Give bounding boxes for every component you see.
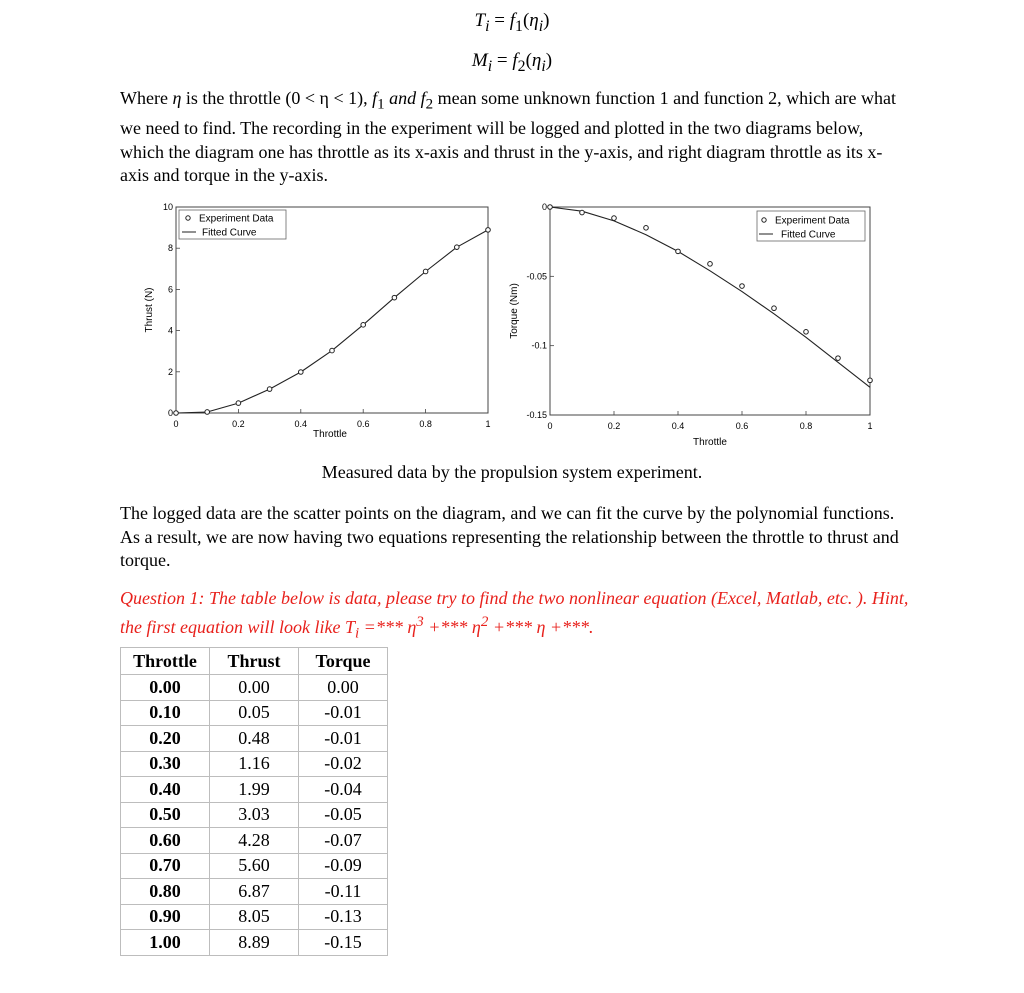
data-point (299, 370, 304, 375)
data-point (580, 210, 585, 215)
y-axis-label: Torque (Nm) (509, 283, 520, 339)
table-row (121, 802, 388, 828)
cell-torque: -0.13 (299, 904, 388, 930)
x-tick-label: 0 (173, 419, 179, 429)
question-1: Question 1: The table below is data, please try to find the two nonlinear equation (Excel, Matlab, etc. ). Hint, the first equation will look like $T_i$ =*** $\eta^3$ +*** $\eta^2$ +*** η +***. (120, 588, 909, 642)
x-tick-label: 0.4 (671, 421, 685, 431)
cell-thrust: 4.28 (210, 828, 299, 854)
x-tick-label: 1 (867, 421, 873, 431)
x-axis-label: Throttle (693, 437, 727, 448)
data-point (330, 348, 335, 353)
x-axis-label: Throttle (313, 429, 347, 440)
data-point (361, 323, 366, 328)
x-tick-label: 0 (547, 421, 553, 431)
cell-torque: 0.00 (299, 675, 388, 701)
legend-label-experiment: Experiment Data (199, 213, 274, 225)
cell-throttle: 0.60 (121, 828, 210, 854)
equation-thrust: $T_i = f_1(\eta_i)$ (474, 10, 550, 35)
data-point (804, 330, 809, 335)
header-throttle: Throttle (121, 648, 210, 675)
data-point (836, 356, 841, 361)
legend-label-fitted: Fitted Curve (781, 229, 836, 241)
table-row (121, 879, 388, 905)
cell-throttle: 0.70 (121, 853, 210, 879)
data-point (644, 226, 649, 231)
cell-torque: -0.11 (299, 879, 388, 905)
cell-torque: -0.15 (299, 930, 388, 956)
legend-label-experiment: Experiment Data (775, 215, 850, 227)
cell-thrust: 1.16 (210, 751, 299, 777)
data-point (205, 410, 210, 415)
explanation-paragraph: The logged data are the scatter points on the diagram, and we can fit the curve by the polynomial functions. As a result, we are now having two equations representing the relationship between the throttle to thrust and torque. (120, 503, 899, 570)
table-row (121, 675, 388, 701)
data-point (708, 262, 713, 267)
legend (757, 211, 865, 241)
intro-paragraph: Where η is the throttle (0 < η < 1), $f_1$ and $f_2$ mean some unknown function 1 and function 2, which are what we need to find. The recording in the experiment will be logged and plotted in the two diagrams below, which the diagram one has throttle as its x-axis and thrust in the y-axis, and right diagram throttle as its x-axis and torque in the y-axis. (120, 88, 897, 186)
cell-torque: -0.05 (299, 802, 388, 828)
cell-thrust: 8.89 (210, 930, 299, 956)
cell-torque: -0.09 (299, 853, 388, 879)
cell-torque: -0.04 (299, 777, 388, 803)
cell-torque: -0.01 (299, 700, 388, 726)
table-row (121, 930, 388, 956)
cell-thrust: 1.99 (210, 777, 299, 803)
header-torque: Torque (299, 648, 388, 675)
cell-throttle: 0.80 (121, 879, 210, 905)
data-point (455, 245, 460, 250)
cell-torque: -0.01 (299, 726, 388, 752)
y-tick-label: 0 (541, 202, 547, 212)
data-point (772, 306, 777, 311)
cell-thrust: 5.60 (210, 853, 299, 879)
table-row (121, 700, 388, 726)
legend-label-fitted: Fitted Curve (202, 227, 257, 239)
data-point (612, 216, 617, 221)
torque-chart (505, 198, 885, 453)
cell-thrust: 3.03 (210, 802, 299, 828)
cell-throttle: 1.00 (121, 930, 210, 956)
x-tick-label: 0.6 (735, 421, 749, 431)
cell-thrust: 0.05 (210, 700, 299, 726)
y-axis-label: Thrust (N) (144, 287, 155, 333)
table-row (121, 726, 388, 752)
x-tick-label: 0.2 (232, 419, 245, 429)
y-tick-label: 6 (167, 284, 173, 295)
data-point (676, 249, 681, 254)
y-tick-label: 2 (167, 366, 173, 377)
legend (179, 210, 286, 239)
data-point (740, 284, 745, 289)
cell-thrust: 0.00 (210, 675, 299, 701)
table-row (121, 904, 388, 930)
data-point (868, 378, 873, 383)
data-table (120, 647, 388, 956)
cell-torque: -0.02 (299, 751, 388, 777)
y-tick-label: 0 (167, 408, 173, 418)
data-point (267, 387, 272, 392)
x-tick-label: 0.8 (799, 421, 813, 431)
cell-thrust: 0.48 (210, 726, 299, 752)
cell-torque: -0.07 (299, 828, 388, 854)
table-row (121, 853, 388, 879)
table-row (121, 828, 388, 854)
x-tick-label: 0.4 (294, 419, 308, 429)
x-tick-label: 0.6 (356, 419, 370, 429)
y-tick-label: 8 (167, 243, 173, 254)
cell-throttle: 0.40 (121, 777, 210, 803)
data-point (392, 295, 397, 300)
y-tick-label: -0.1 (531, 340, 547, 351)
table-row (121, 751, 388, 777)
y-tick-label: -0.15 (526, 410, 547, 420)
data-point (174, 411, 179, 416)
x-tick-label: 1 (485, 419, 491, 429)
data-point (548, 205, 553, 210)
equation-torque: $M_i = f_2(\eta_i)$ (471, 50, 553, 75)
cell-throttle: 0.10 (121, 700, 210, 726)
y-tick-label: 10 (162, 202, 173, 212)
x-tick-label: 0.2 (607, 421, 621, 431)
x-tick-label: 0.8 (419, 419, 432, 429)
thrust-chart (140, 198, 500, 448)
cell-throttle: 0.30 (121, 751, 210, 777)
cell-throttle: 0.50 (121, 802, 210, 828)
cell-throttle: 0.90 (121, 904, 210, 930)
data-point (423, 269, 428, 274)
data-point (486, 228, 491, 233)
data-point (236, 401, 241, 406)
cell-thrust: 6.87 (210, 879, 299, 905)
figure-caption: Measured data by the propulsion system experiment. (321, 462, 703, 482)
cell-thrust: 8.05 (210, 904, 299, 930)
cell-throttle: 0.20 (121, 726, 210, 752)
y-tick-label: -0.05 (526, 271, 547, 282)
header-thrust: Thrust (210, 648, 299, 675)
cell-throttle: 0.00 (121, 675, 210, 701)
table-header-row (121, 648, 388, 675)
table-row (121, 777, 388, 803)
y-tick-label: 4 (167, 325, 173, 336)
